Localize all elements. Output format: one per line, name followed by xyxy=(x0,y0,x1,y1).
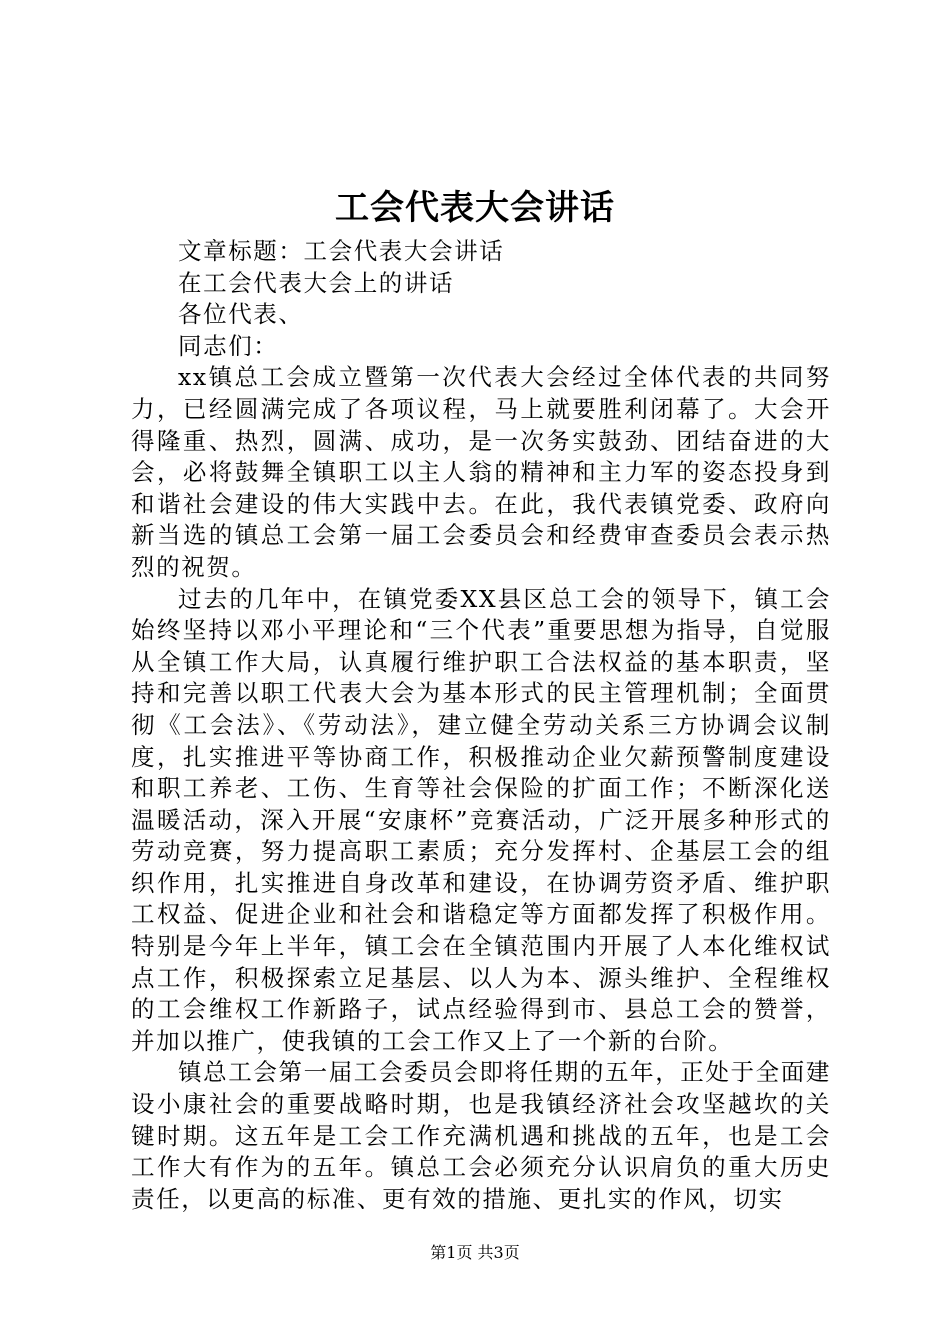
article-title-line: 文章标题：工会代表大会讲话 xyxy=(178,237,505,265)
document-body xyxy=(131,236,831,1215)
body-paragraph-3: 镇总工会第一届工会委员会即将任期的五年，正处于全面建设小康社会的重要战略时期，也是我镇经济社会攻坚越坎的关键时期。这五年是工会工作充满机遇和挑战的五年，也是工会工作大有作为的五年。镇总工会必须充分认识肩负的重大历史责任，以更高的标准、更有效的措施、更扎实的作风，切实 xyxy=(131,1058,831,1213)
document-title: 工会代表大会讲话 xyxy=(335,188,615,228)
page-footer: 第1页 共3页 xyxy=(430,1243,520,1262)
speech-heading-line: 在工会代表大会上的讲话 xyxy=(178,268,455,297)
body-paragraph-1: xx镇总工会成立暨第一次代表大会经过全体代表的共同努力，已经圆满完成了各项议程，马上就要胜利闭幕了。大会开得隆重、热烈，圆满、成功，是一次务实鼓劲、团结奋进的大会，必将鼓舞全镇职工以主人翁的精神和主力军的姿态投身到和谐社会建设的伟大实践中去。在此，我代表镇党委、政府向新当选的镇总工会第一届工会委员会和经费审查委员会表示热烈的祝贺。 xyxy=(131,363,831,581)
salutation-line-1: 各位代表、 xyxy=(178,300,304,329)
salutation-line-2: 同志们： xyxy=(178,331,279,360)
body-paragraph-2: 过去的几年中，在镇党委XX县区总工会的领导下，镇工会始终坚持以邓小平理论和“三个代表”重要思想为指导，自觉服从全镇工作大局，认真履行维护职工合法权益的基本职责，坚持和完善以职工代表大会为基本形式的民主管理机制；全面贯彻《工会法》、《劳动法》，建立健全劳动关系三方协调会议制度，扎实推进平等协商工作，积极推动企业欠薪预警制度建设和职工养老、工伤、生育等社会保险的扩面工作；不断深化送温暖活动，深入开展“安康杯”竞赛活动，广泛开展多种形式的劳动竞赛，努力提高职工素质；充分发挥村、企基层工会的组织作用，扎实推进自身改革和建设，在协调劳资矛盾、维护职工权益、促进企业和社会和谐稳定等方面都发挥了积极作用。特别是今年上半年，镇工会在全镇范围内开展了人本化维权试点工作，积极探索立足基层、以人为本、源头维护、全程维权的工会维权工作新路子，试点经验得到市、县总工会的赞誉，并加以推广，使我镇的工会工作又上了一个新的台阶。 xyxy=(131,584,831,1055)
